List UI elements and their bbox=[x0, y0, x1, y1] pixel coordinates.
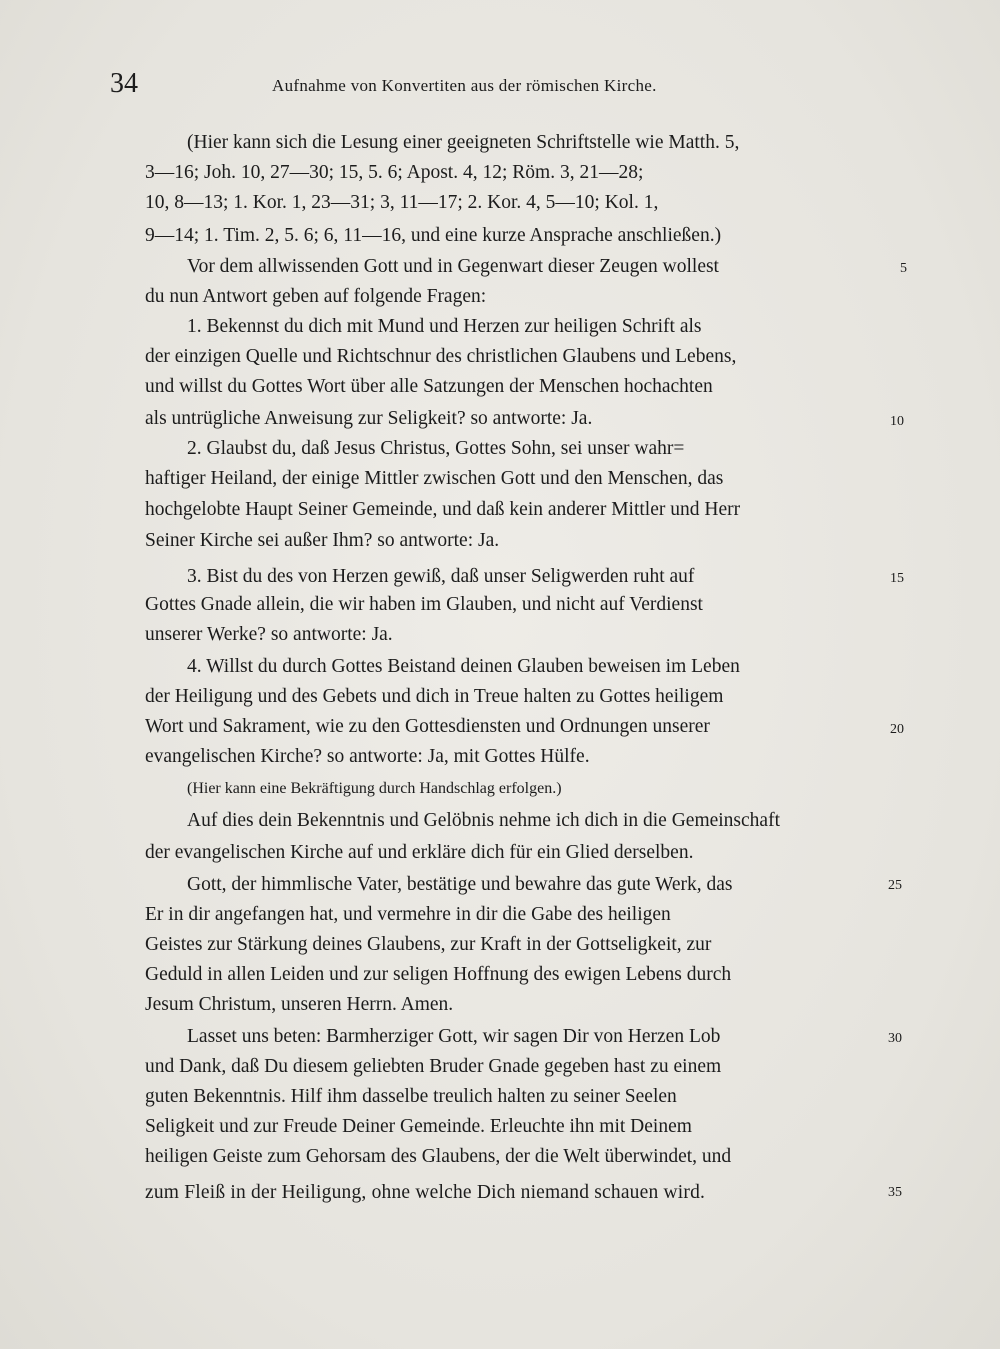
text-line: 3. Bist du des von Herzen gewiß, daß unser Seligwerden ruht auf bbox=[187, 566, 695, 587]
text-line: 9—14; 1. Tim. 2, 5. 6; 6, 11—16, und eine kurze Ansprache anschließen.) bbox=[145, 225, 722, 246]
text-line: zum Fleiß in der Heiligung, ohne welche Dich niemand schauen wird. bbox=[145, 1182, 706, 1203]
text-line: 4. Willst du durch Gottes Beistand deinen Glauben beweisen im Leben bbox=[187, 656, 740, 677]
page-header bbox=[110, 68, 890, 108]
line-number: 25 bbox=[888, 878, 902, 893]
text-line: guten Bekenntnis. Hilf ihm dasselbe treulich halten zu seiner Seelen bbox=[145, 1086, 677, 1107]
line-number: 20 bbox=[890, 722, 904, 737]
line-number: 30 bbox=[888, 1031, 902, 1046]
line-number: 15 bbox=[890, 571, 904, 586]
text-line: und Dank, daß Du diesem geliebten Bruder Gnade gegeben hast zu einem bbox=[145, 1056, 722, 1077]
text-line: Jesum Christum, unseren Herrn. Amen. bbox=[145, 994, 454, 1015]
text-line: heiligen Geiste zum Gehorsam des Glaubens, der die Welt überwindet, und bbox=[145, 1146, 732, 1167]
text-line: und willst du Gottes Wort über alle Satzungen der Menschen hochachten bbox=[145, 376, 713, 397]
text-line: Gott, der himmlische Vater, bestätige und bewahre das gute Werk, das bbox=[187, 874, 733, 895]
line-number: 35 bbox=[888, 1185, 902, 1200]
text-line: (Hier kann sich die Lesung einer geeigneten Schriftstelle wie Matth. 5, bbox=[187, 132, 740, 153]
text-line: Geistes zur Stärkung deines Glaubens, zur Kraft in der Gottseligkeit, zur bbox=[145, 934, 712, 955]
text-line: 2. Glaubst du, daß Jesus Christus, Gottes Sohn, sei unser wahr= bbox=[187, 438, 685, 459]
text-line: Lasset uns beten: Barmherziger Gott, wir sagen Dir von Herzen Lob bbox=[187, 1026, 721, 1047]
text-line: der einzigen Quelle und Richtschnur des christlichen Glaubens und Lebens, bbox=[145, 346, 737, 367]
page-number: 34 bbox=[110, 68, 138, 99]
text-line: Seiner Kirche sei außer Ihm? so antworte: Ja. bbox=[145, 530, 500, 551]
text-line: Seligkeit und zur Freude Deiner Gemeinde. Erleuchte ihn mit Deinem bbox=[145, 1116, 692, 1137]
text-line: haftiger Heiland, der einige Mittler zwischen Gott und den Menschen, das bbox=[145, 468, 724, 489]
text-line: hochgelobte Haupt Seiner Gemeinde, und daß kein anderer Mittler und Herr bbox=[145, 499, 741, 520]
text-line: Auf dies dein Bekenntnis und Gelöbnis nehme ich dich in die Gemeinschaft bbox=[187, 810, 780, 831]
text-line: der evangelischen Kirche auf und erkläre dich für ein Glied derselben. bbox=[145, 842, 694, 863]
text-line: als untrügliche Anweisung zur Seligkeit? so antworte: Ja. bbox=[145, 408, 593, 429]
text-line: Wort und Sakrament, wie zu den Gottesdiensten und Ordnungen unserer bbox=[145, 716, 710, 737]
text-line: (Hier kann eine Bekräftigung durch Handschlag erfolgen.) bbox=[187, 780, 562, 797]
text-line: 1. Bekennst du dich mit Mund und Herzen zur heiligen Schrift als bbox=[187, 316, 702, 337]
text-line: 3—16; Joh. 10, 27—30; 15, 5. 6; Apost. 4, 12; Röm. 3, 21—28; bbox=[145, 162, 644, 183]
text-line: 10, 8—13; 1. Kor. 1, 23—31; 3, 11—17; 2. Kor. 4, 5—10; Kol. 1, bbox=[145, 192, 659, 213]
text-line: Gottes Gnade allein, die wir haben im Glauben, und nicht auf Verdienst bbox=[145, 594, 703, 615]
line-number: 5 bbox=[900, 261, 907, 276]
running-title: Aufnahme von Konvertiten aus der römischen Kirche. bbox=[272, 76, 657, 95]
text-line: Vor dem allwissenden Gott und in Gegenwart dieser Zeugen wollest bbox=[187, 256, 719, 277]
text-line: der Heiligung und des Gebets und dich in Treue halten zu Gottes heiligem bbox=[145, 686, 724, 707]
line-number: 10 bbox=[890, 414, 904, 429]
text-line: Er in dir angefangen hat, und vermehre in dir die Gabe des heiligen bbox=[145, 904, 671, 925]
text-line: evangelischen Kirche? so antworte: Ja, mit Gottes Hülfe. bbox=[145, 746, 590, 767]
text-line: du nun Antwort geben auf folgende Fragen: bbox=[145, 286, 487, 307]
text-line: Geduld in allen Leiden und zur seligen Hoffnung des ewigen Lebens durch bbox=[145, 964, 732, 985]
text-line: unserer Werke? so antworte: Ja. bbox=[145, 624, 393, 645]
